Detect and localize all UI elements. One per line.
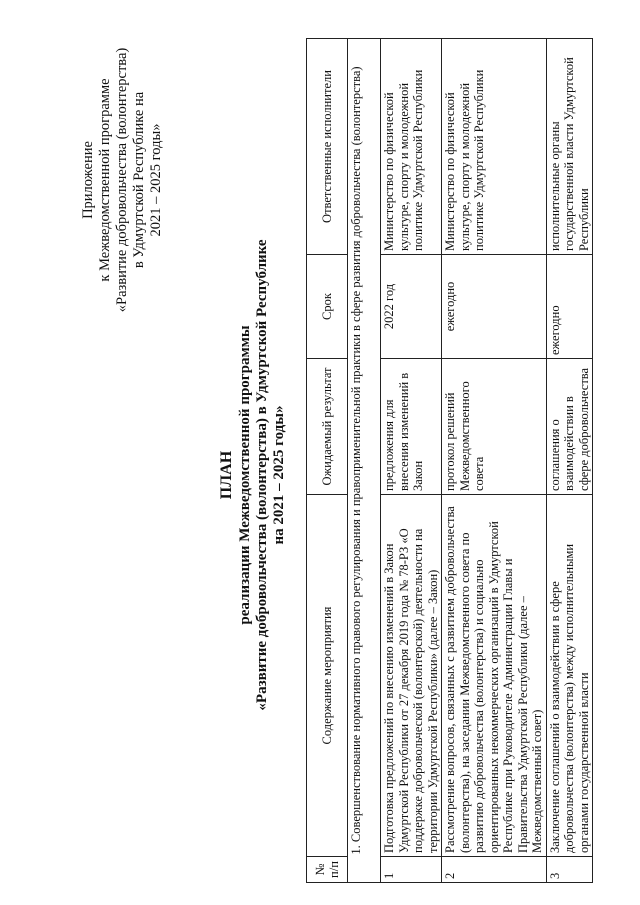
row-result: протокол решений Межведомственного совета: [442, 359, 547, 495]
row-term: 2022 год: [381, 255, 442, 359]
title-line: на 2021 – 2025 годы»: [271, 405, 287, 545]
header-content: Содержание мероприятия: [307, 495, 348, 857]
title-line: реализации Межведомственной программы: [237, 325, 253, 625]
row-content: Подготовка предложений по внесению изменений в Закон Удмуртской Республики от 27 декабря 2019 года № 78-РЗ «О поддержке добровольческой (волонтерской) деятельности на территории Удмуртской Республики» (далее – Закон): [381, 495, 442, 857]
appendix-line: к Межведомственной программе: [97, 78, 113, 282]
title-heading: ПЛАН: [218, 450, 235, 500]
appendix-line: 2021 – 2025 годы»: [148, 123, 164, 237]
header-result: Ожидаемый результат: [307, 359, 348, 495]
header-term: Срок: [307, 255, 348, 359]
appendix-note: [80, 45, 165, 315]
section-heading: 1. Совершенствование нормативного правового регулирования и правоприменительной практики в сфере развития добровольчества (волонтерства): [348, 39, 381, 883]
table-row: [546, 39, 593, 883]
row-result: соглашения о взаимодействии в сфере добровольчества: [546, 359, 593, 495]
row-content: Заключение соглашений о взаимодействии в сфере добровольчества (волонтерства) между исполнительными органами государственной власти: [546, 495, 593, 857]
table-row: [381, 39, 442, 883]
row-term: ежегодно: [546, 255, 593, 359]
row-num: 2: [442, 857, 547, 883]
plan-table: [306, 38, 593, 883]
row-content: Рассмотрение вопросов, связанных с развитием добровольчества (волонтерства), на заседании Межведомственного совета по развитию добровольчества (волонтерства) и социально ориентированных некоммерческих организаций в Удмуртской Республике при Руководителе Администрации Главы и Правительства Удмуртской Республики (далее – Межведомственный совет): [442, 495, 547, 857]
row-executors: исполнительные органы государственной власти Удмуртской Республики: [546, 39, 593, 255]
row-num: 3: [546, 857, 593, 883]
plan-title: [218, 215, 288, 735]
row-result: предложения для внесения изменений в Закон: [381, 359, 442, 495]
row-term: ежегодно: [442, 255, 547, 359]
table-header-row: [307, 39, 348, 883]
row-num: 1: [381, 857, 442, 883]
header-executors: Ответственные исполнители: [307, 39, 348, 255]
table-row: [442, 39, 547, 883]
appendix-line: «Развитие добровольчества (волонтерства): [114, 47, 130, 313]
appendix-line: в Удмуртской Республике на: [131, 91, 147, 269]
title-line: «Развитие добровольчества (волонтерства) в Удмуртской Республике: [254, 239, 270, 711]
section-row: [348, 39, 381, 883]
appendix-line: Приложение: [80, 141, 96, 219]
row-executors: Министерство по физической культуре, спорту и молодежной политике Удмуртской Республики: [381, 39, 442, 255]
header-num: № п/п: [307, 857, 348, 883]
row-executors: Министерство по физической культуре, спорту и молодежной политике Удмуртской Республики: [442, 39, 547, 255]
